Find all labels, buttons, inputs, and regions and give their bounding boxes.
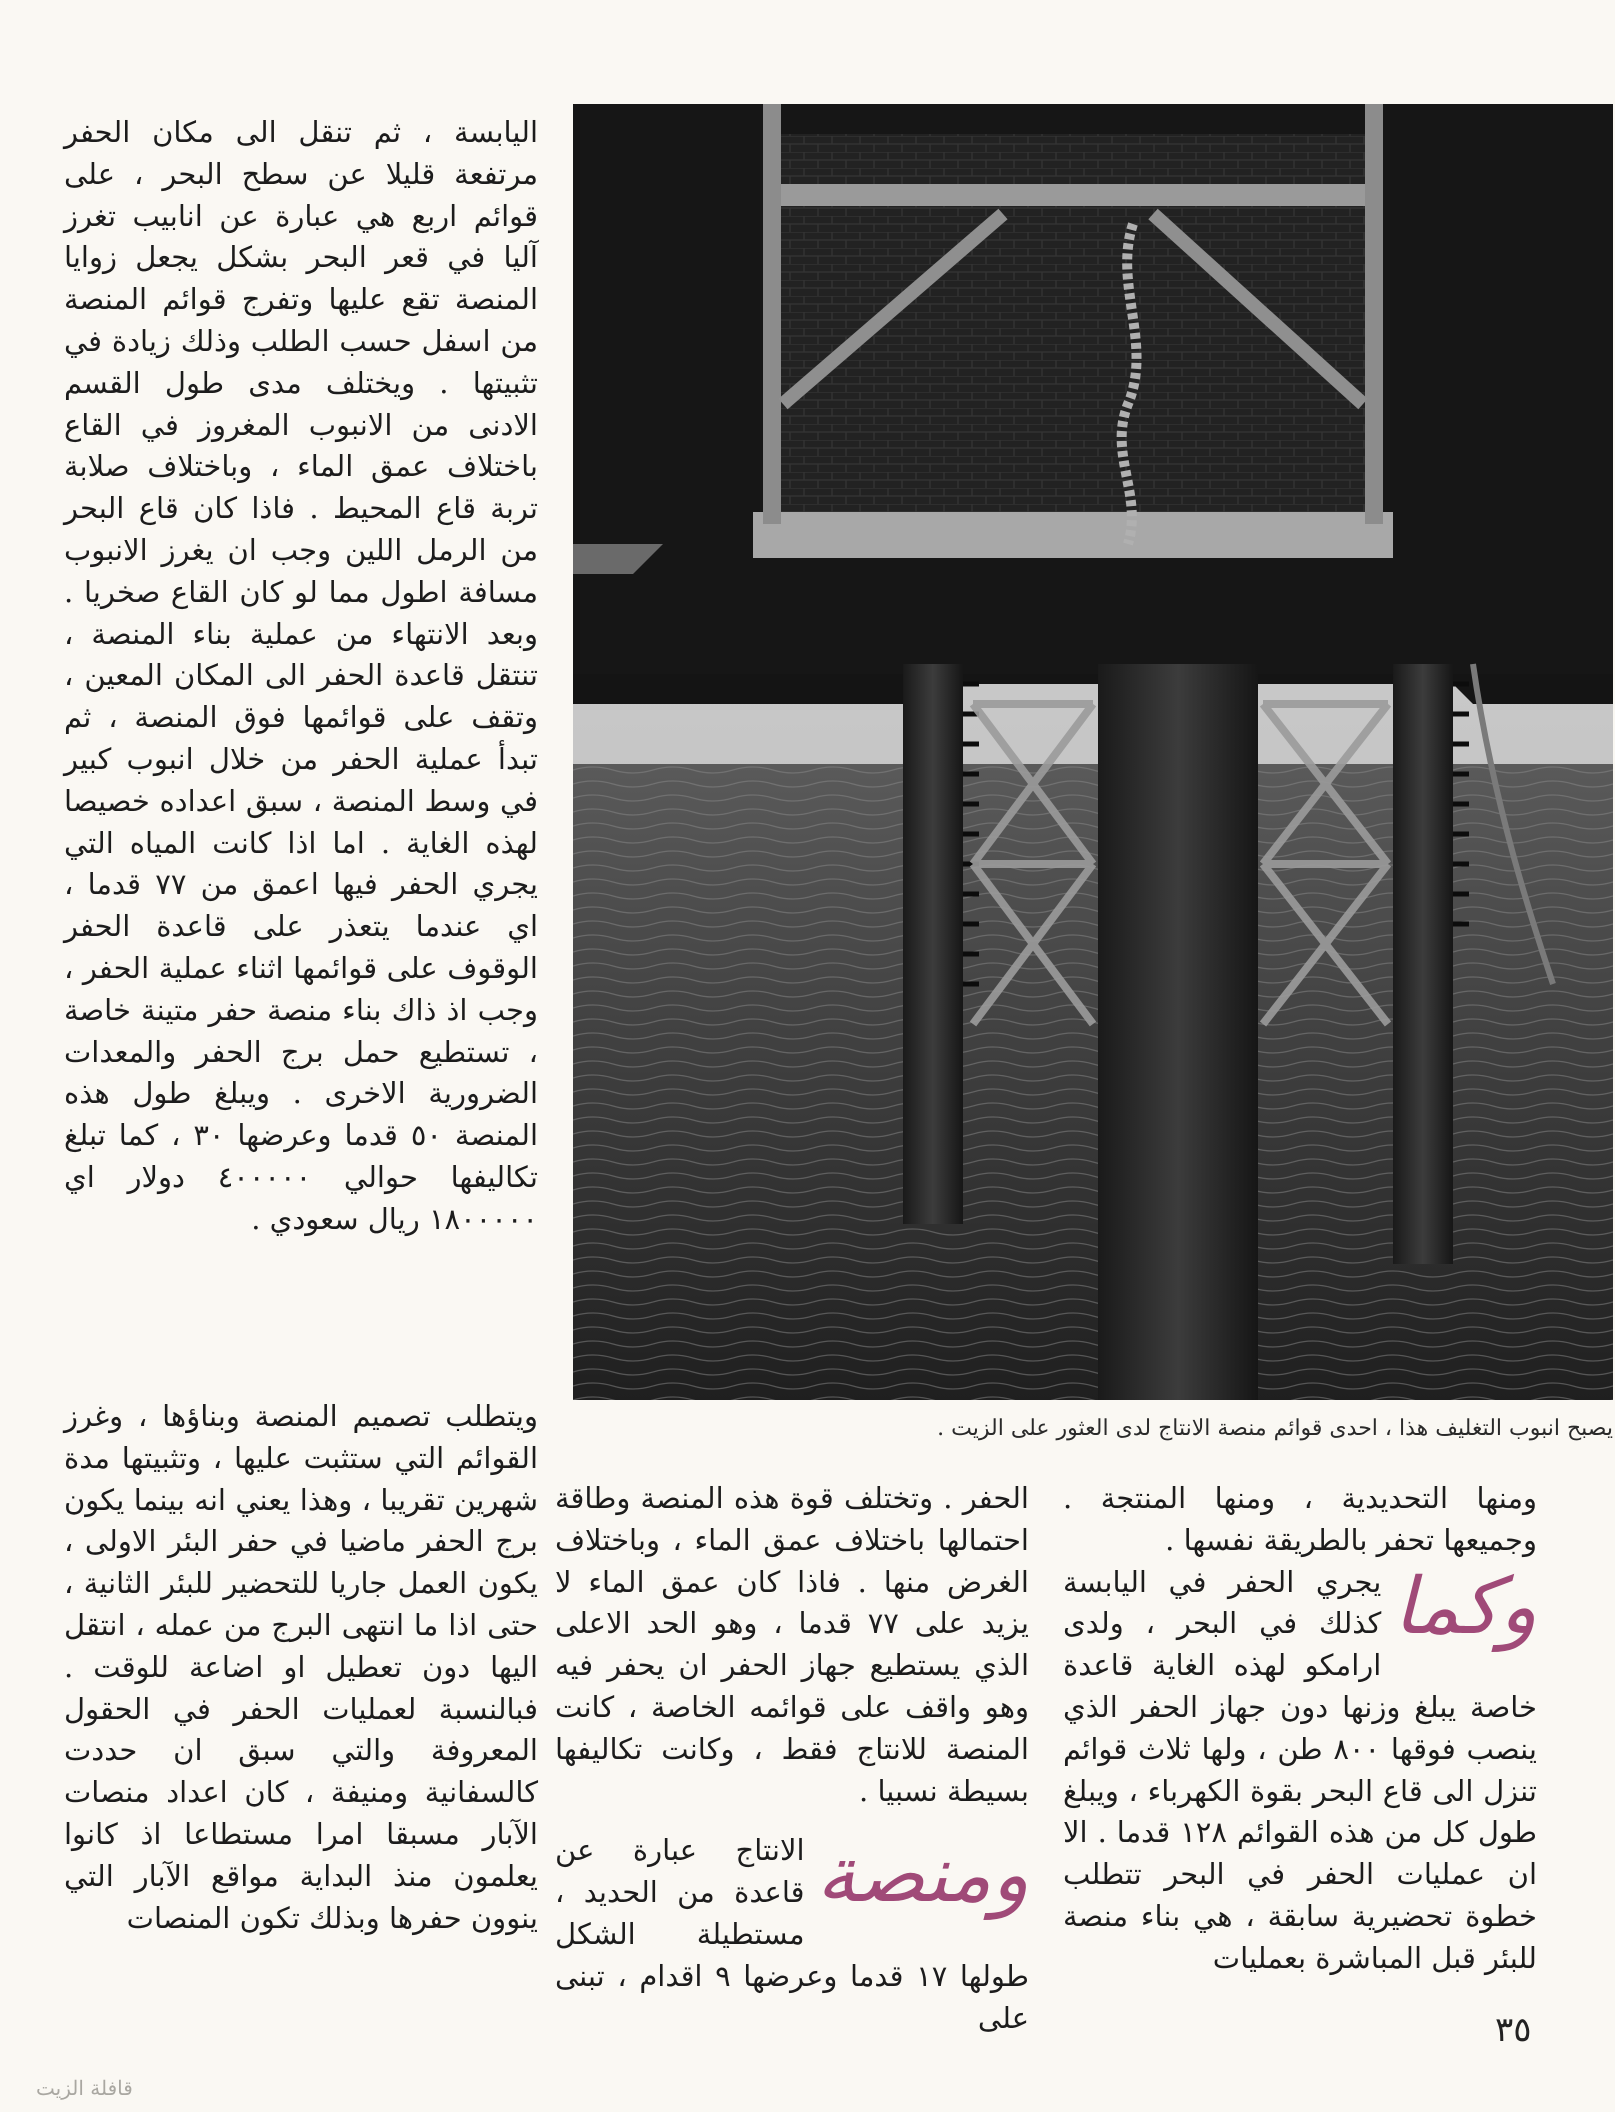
paragraph-with-dropcap bbox=[555, 1830, 1029, 2039]
text-column-right-bottom bbox=[64, 1396, 538, 1939]
paragraph-text: الانتاج عبارة عن قاعدة من الحديد ، مستطيلة الشكل طولها ١٧ قدما وعرضها ٩ اقدام ، تبنى على bbox=[555, 1833, 1029, 2035]
text-column-middle bbox=[555, 1478, 1029, 2039]
paragraph: اليابسة ، ثم تنقل الى مكان الحفر مرتفعة قليلا عن سطح البحر ، على قوائم اربع هي عبارة عن انابيب تغرز آليا في قعر البحر بشكل يجعل زوايا المنصة تقع عليها وتفرج قوائم المنصة من اسفل حسب الطلب وذلك زيادة في تثبيتها . ويختلف مدى طول القسم الادنى من الانبوب المغروز في القاع باختلاف عمق الماء ، وباختلاف صلابة تربة قاع المحيط . فاذا كان قاع البحر من الرمل اللين وجب ان يغرز الانبوب مسافة اطول مما لو كان القاع صخريا . وبعد الانتهاء من عملية بناء المنصة ، تنتقل قاعدة الحفر الى المكان المعين ، وتقف على قوائمها فوق المنصة ، ثم تبدأ عملية الحفر من خلال انبوب كبير في وسط المنصة ، سبق اعداده خصيصا لهذه الغاية . اما اذا كانت المياه التي يجري الحفر فيها اعمق من ٧٧ قدما ، اي عندما يتعذر على قاعدة الحفر الوقوف على قوائمها اثناء عملية الحفر ، وجب اذ ذاك بناء منصة حفر متينة خاصة ، تستطيع حمل برج الحفر والمعدات الضرورية الاخرى . ويبلغ طول هذه المنصة ٥٠ قدما وعرضها ٣٠ ، كما تبلغ تكاليفها حوالي ٤٠٠٠٠٠ دولار اي ١٨٠٠٠٠٠ ريال سعودي . bbox=[64, 115, 539, 1236]
text-column-right-top bbox=[64, 112, 538, 1241]
photo-drilling-platform bbox=[573, 104, 1613, 1400]
page-number: ٣٥ bbox=[1495, 2010, 1532, 2050]
paragraph: الحفر . وتختلف قوة هذه المنصة وطاقة احتمالها باختلاف عمق الماء ، وباختلاف الغرض منها . فاذا كان عمق الماء لا يزيد على ٧٧ قدما ، وهو الحد الاعلى الذي يستطيع جهاز الحفر ان يحفر فيه وهو واقف على قوائمه الخاصة ، كانت المنصة للانتاج فقط ، وكانت تكاليفها بسيطة نسبيا . bbox=[555, 1481, 1029, 1808]
paragraph: ومنها التحديدية ، ومنها المنتجة . وجميعها تحفر بالطريقة نفسها . bbox=[1063, 1481, 1537, 1557]
dropcap: ومنصة bbox=[816, 1830, 1029, 1921]
dropcap: وكما bbox=[1393, 1561, 1537, 1652]
paragraph: ويتطلب تصميم المنصة وبناؤها ، وغرز القوائم التي ستثبت عليها ، وتثبيتها مدة شهرين تقريبا ، وهذا يعني انه بينما يكون برج الحفر ماضيا في حفر البئر الاولى ، يكون العمل جاريا للتحضير للبئر الثانية ، حتى اذا ما انتهى البرج من عمله ، انتقل اليها دون تعطيل او اضاعة للوقت . فبالنسبة لعمليات الحفر في الحقول المعروفة والتي سبق ان حددت كالسفانية ومنيفة ، كان اعداد منصات الآبار مسبقا امرا مستطاعا اذ كانوا يعلمون منذ البداية مواقع الآبار التي ينوون حفرها وبذلك تكون المنصات bbox=[64, 1399, 538, 1935]
paragraph-text: يجري الحفر في اليابسة كذلك في البحر ، ولدى ارامكو لهذه الغاية قاعدة خاصة يبلغ وزنها دون جهاز الحفر الذي ينصب فوقها ٨٠٠ طن ، ولها ثلاث قوائم تنزل الى قاع البحر بقوة الكهرباء ، ويبلغ طول كل من هذه القوائم ١٢٨ قدما . الا ان عمليات الحفر في البحر تتطلب خطوة تحضيرية سابقة ، هي بناء منصة للبئر قبل المباشرة بعمليات bbox=[1063, 1564, 1537, 1975]
footer-magazine-name: قافلة الزيت bbox=[36, 2076, 133, 2100]
text-column-left bbox=[1063, 1478, 1537, 1980]
paragraph-with-dropcap bbox=[1063, 1562, 1537, 1980]
photo-caption: يصبح انبوب التغليف هذا ، احدى قوائم منصة الانتاج لدى العثور على الزيت . bbox=[937, 1416, 1613, 1441]
platform-illustration bbox=[573, 104, 1613, 1400]
